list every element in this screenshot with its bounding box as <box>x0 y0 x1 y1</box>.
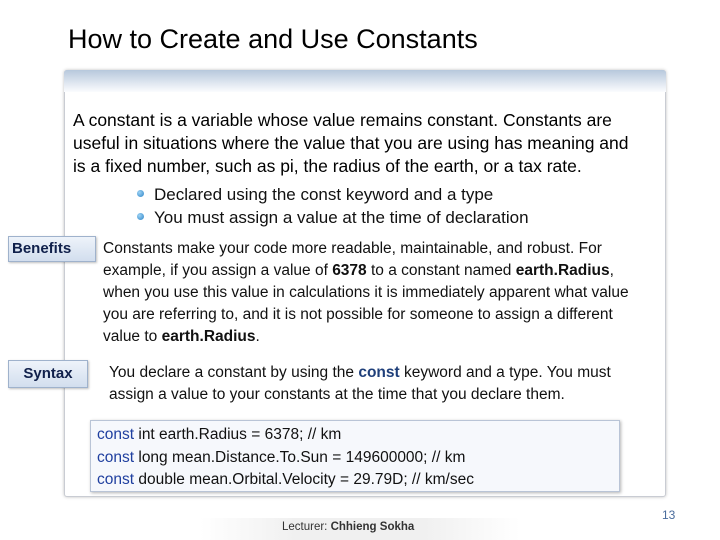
benefits-label: Benefits <box>8 236 96 262</box>
code-keyword: const <box>97 448 135 466</box>
syntax-text-part: You declare a constant by using the <box>109 364 359 381</box>
footer <box>282 521 414 533</box>
syntax-label: Syntax <box>8 360 88 388</box>
content-panel-header <box>64 70 666 92</box>
code-line <box>97 469 619 492</box>
benefits-text-part: , when you use this value in calculations it is immediately apparent what value you are referring to, and it is not possible for someone to assign a different value to <box>103 262 629 345</box>
benefits-text-part: to a constant named <box>366 262 516 279</box>
bullet-text: You must assign a value at the time of declaration <box>154 208 529 227</box>
syntax-text <box>109 362 639 406</box>
code-example <box>90 420 620 492</box>
code-text: int earth.Radius = 6378; // km <box>134 426 342 443</box>
bullet-icon <box>137 190 144 197</box>
benefits-constant-name: earth.Radius <box>161 328 256 345</box>
code-text: long mean.Distance.To.Sun = 149600000; // km <box>134 448 466 466</box>
code-line <box>97 447 619 470</box>
bullet-item-assign <box>137 208 529 228</box>
bullet-item-declared <box>137 185 493 205</box>
code-text: double mean.Orbital.Velocity = 29.79D; // km/sec <box>134 471 474 488</box>
code-keyword: const <box>97 471 135 488</box>
slide-title: How to Create and Use Constants <box>68 24 478 54</box>
syntax-keyword: const <box>358 364 400 381</box>
benefits-text <box>103 238 643 348</box>
bullet-icon <box>137 213 144 220</box>
syntax-text-part: keyword and a type. You must assign a value to your constants at the time that you declare them. <box>109 364 611 403</box>
code-line <box>97 424 619 447</box>
lecturer-name: Chhieng Sokha <box>330 521 415 533</box>
benefits-text-part: . <box>255 328 260 345</box>
bullet-text: Declared using the const keyword and a type <box>154 185 494 204</box>
footer-label: Lecturer: <box>282 521 331 533</box>
code-keyword: const <box>97 426 135 443</box>
benefits-value-6378: 6378 <box>332 262 367 279</box>
intro-text: A constant is a variable whose value remains constant. Constants are useful in situations where the value that you are using has meaning and is a fixed number, such as pi, the radius of the earth, or a tax rate. <box>73 110 629 176</box>
benefits-constant-name: earth.Radius <box>515 262 610 279</box>
benefits-text-part: Constants make your code more readable, maintainable, and robust. For example, if you assign a value of <box>103 240 602 279</box>
page-number: 13 <box>662 508 676 522</box>
